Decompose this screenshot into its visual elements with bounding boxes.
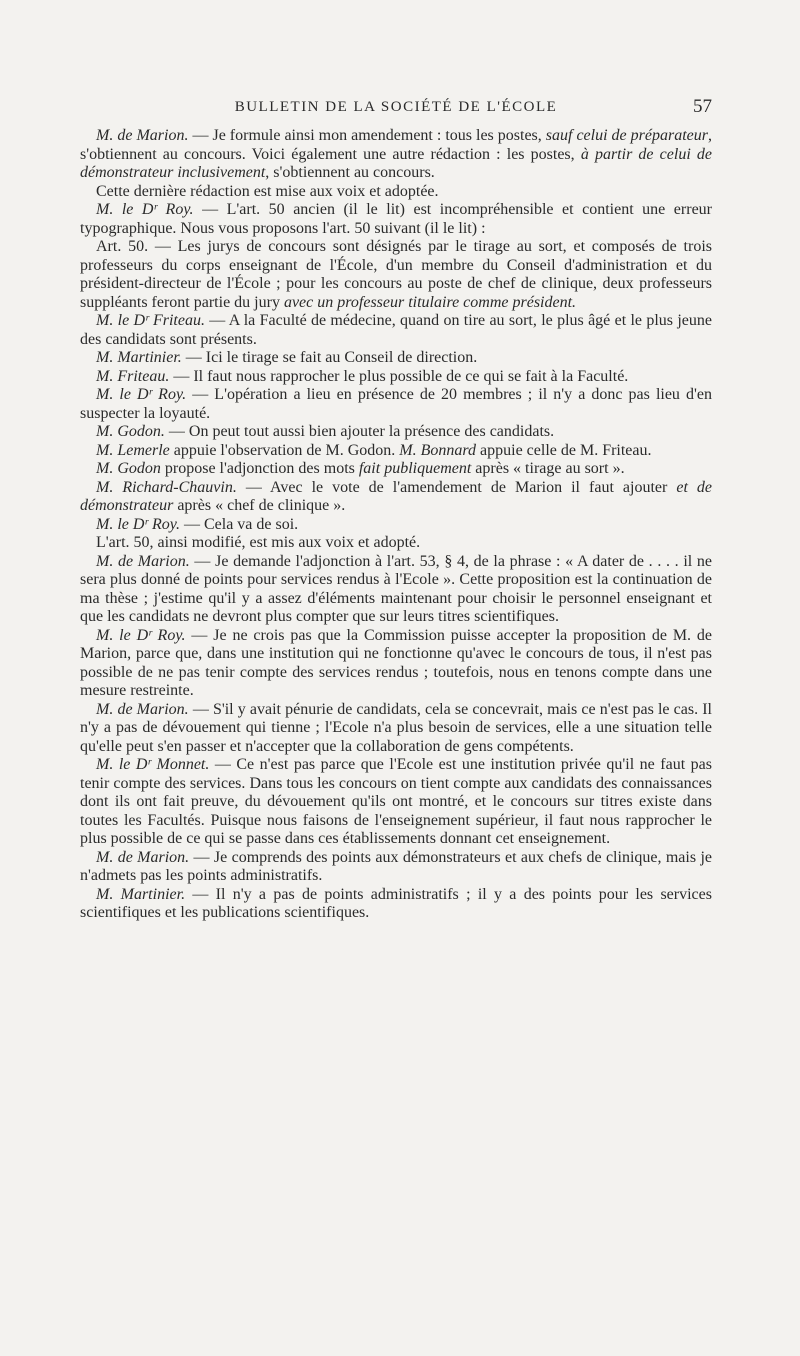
text-run: après « chef de clinique ». — [173, 497, 346, 514]
text-run: — L'art. 50 ancien (il le lit) est incompréhensible et contient une erreur typographique. Nous vous proposons l'art. 50 suivant (il le lit) : — [80, 201, 712, 237]
text-run: — On peut tout aussi bien ajouter la présence des candidats. — [164, 423, 555, 440]
text-run: — Il n'y a pas de points administratifs ; il y a des points pour les services scientifiques et les publications scientifiques. — [80, 885, 712, 921]
paragraph — [80, 183, 712, 202]
running-title: BULLETIN DE LA SOCIÉTÉ DE L'ÉCOLE — [234, 99, 558, 115]
italic-text: M. le Dʳ Friteau. — [96, 312, 205, 329]
italic-text: fait publiquement — [358, 460, 472, 477]
paragraph — [80, 756, 712, 849]
italic-text: M. de Marion. — [96, 848, 190, 866]
text-run: appuie celle de M. Friteau. — [476, 441, 652, 459]
italic-text: M. le Dʳ Roy. — [96, 201, 194, 218]
paragraph — [80, 849, 712, 886]
paragraph — [80, 312, 712, 349]
italic-text: sauf celui de préparateur — [545, 127, 708, 144]
italic-text: M. de Marion. — [96, 552, 190, 570]
italic-text: M. Richard-Chauvin. — [96, 478, 237, 496]
text-run: — Je comprends des points aux démonstrateurs et aux chefs de clinique, mais je n'admets pas les points administratifs. — [80, 848, 712, 884]
text-run: Art. 50. — Les jurys de concours sont désignés par le tirage au sort, et composés de trois professeurs du corps enseignant de l'École, d'un membre du Conseil d'administration et du président-directeur de l'École ; pour les concours au poste de chef de clinique, deux professeurs suppléants feront partie du jury — [80, 238, 712, 311]
text-run: — Il faut nous rapprocher le plus possible de ce qui se fait à la Faculté. — [169, 367, 629, 385]
italic-text: à partir de celui de démonstrateur inclusivement — [80, 145, 713, 181]
text-run: Cette dernière rédaction est mise aux voix et adoptée. — [96, 182, 439, 200]
paragraph — [80, 886, 712, 923]
paragraph — [80, 701, 712, 757]
italic-text: M. de Marion. — [96, 127, 189, 144]
italic-text: M. le Dʳ Monnet. — [96, 756, 210, 773]
page-number: 57 — [693, 96, 712, 117]
text-run: — Avec le vote de l'amendement de Marion il faut ajouter — [236, 478, 677, 496]
italic-text: M. le Dʳ Roy. — [96, 386, 187, 403]
paragraph — [80, 349, 712, 368]
paragraph — [80, 442, 712, 461]
paragraph — [80, 553, 712, 627]
paragraph — [80, 238, 712, 312]
text-run: — S'il y avait pénurie de candidats, cela se concevrait, mais ce n'est pas le cas. Il n'y a pas de dévouement qui tienne ; l'Ecole n'a plus besoin de services, elle a une situation telle qu'elle peut s'en passer et n'accepter que la collaboration de gens compétents. — [80, 700, 712, 755]
text-run: — Ici le tirage se fait au Conseil de direction. — [181, 349, 478, 366]
text-run: — Je formule ainsi mon amendement : tous les postes, — [188, 127, 546, 144]
text-run: appuie l'observation de M. Godon. — [169, 441, 400, 459]
page-header — [80, 96, 712, 121]
paragraph — [80, 460, 712, 479]
paragraph — [80, 368, 712, 387]
text-run: — Je demande l'adjonction à l'art. 53, § 4, de la phrase : « A dater de . . . . il ne sera plus donné de points pour services rendus à l'Ecole ». Cette proposition est la continuation de ma thèse ; j'estime qu'il y a assez d'éléments maintenant pour choisir le personnel enseignant et que les candidats ne devront plus compter que sur leurs titres scientifiques. — [80, 552, 712, 625]
italic-text: M. Friteau. — [96, 367, 170, 385]
text-run: — A la Faculté de médecine, quand on tire au sort, le plus âgé et le plus jeune des candidats sont présents. — [80, 312, 712, 348]
paragraph — [80, 127, 712, 183]
paragraph — [80, 534, 712, 553]
text-run: , s'obtiennent au concours. Voici également une autre rédaction : les postes, — [80, 127, 712, 163]
italic-text: M. de Marion. — [96, 700, 189, 718]
text-run: — L'opération a lieu en présence de 20 membres ; il n'y a donc pas lieu d'en suspecter la loyauté. — [80, 386, 712, 422]
italic-text: M. le Dʳ Roy. — [96, 515, 180, 533]
italic-text: M. Lemerle — [96, 441, 170, 459]
text-run: , s'obtiennent au concours. — [265, 164, 435, 181]
paragraph — [80, 386, 712, 423]
text-run: — Cela va de soi. — [179, 515, 299, 533]
text-run: — Ce n'est pas parce que l'Ecole est une institution privée qu'il ne faut pas tenir compte des services. Dans tous les concours on tient compte aux candidats des connaissances dont ils ont fait preuve, du dévouement qu'ils ont montré, et le concours sur titres existe dans toutes les Facultés. Puisque nous faisons de l'enseignement supérieur, il faut nous rapprocher le plus possible de ce qui se passe dans ces établissements donnant cet enseignement. — [80, 756, 712, 847]
italic-text: M. Godon — [96, 460, 161, 477]
body-text — [80, 127, 712, 923]
text-run: — Je ne crois pas que la Commission puisse accepter la proposition de M. de Marion, parce que, dans une institution qui ne fonctionne qu'avec le concours de tous, il n'est pas possible de ne pas tenir compte des services rendus ; toutefois, nous en tenons compte dans une mesure restreinte. — [80, 626, 713, 699]
text-run: après « tirage au sort ». — [471, 460, 625, 477]
paragraph — [80, 479, 712, 516]
paragraph — [80, 516, 712, 535]
paragraph — [80, 627, 712, 701]
italic-text: M. Bonnard — [399, 441, 477, 459]
italic-text: M. le Dʳ Roy. — [96, 626, 186, 644]
italic-text: M. Godon. — [96, 423, 165, 440]
italic-text: M. Martinier. — [96, 349, 182, 366]
italic-text: et de démonstrateur — [80, 478, 713, 514]
text-run: L'art. 50, ainsi modifié, est mis aux voix et adopté. — [96, 534, 421, 551]
paragraph — [80, 201, 712, 238]
paragraph — [80, 423, 712, 442]
italic-text: avec un professeur titulaire comme président. — [283, 293, 577, 311]
text-run: propose l'adjonction des mots — [160, 460, 359, 477]
italic-text: M. Martinier. — [96, 885, 186, 903]
